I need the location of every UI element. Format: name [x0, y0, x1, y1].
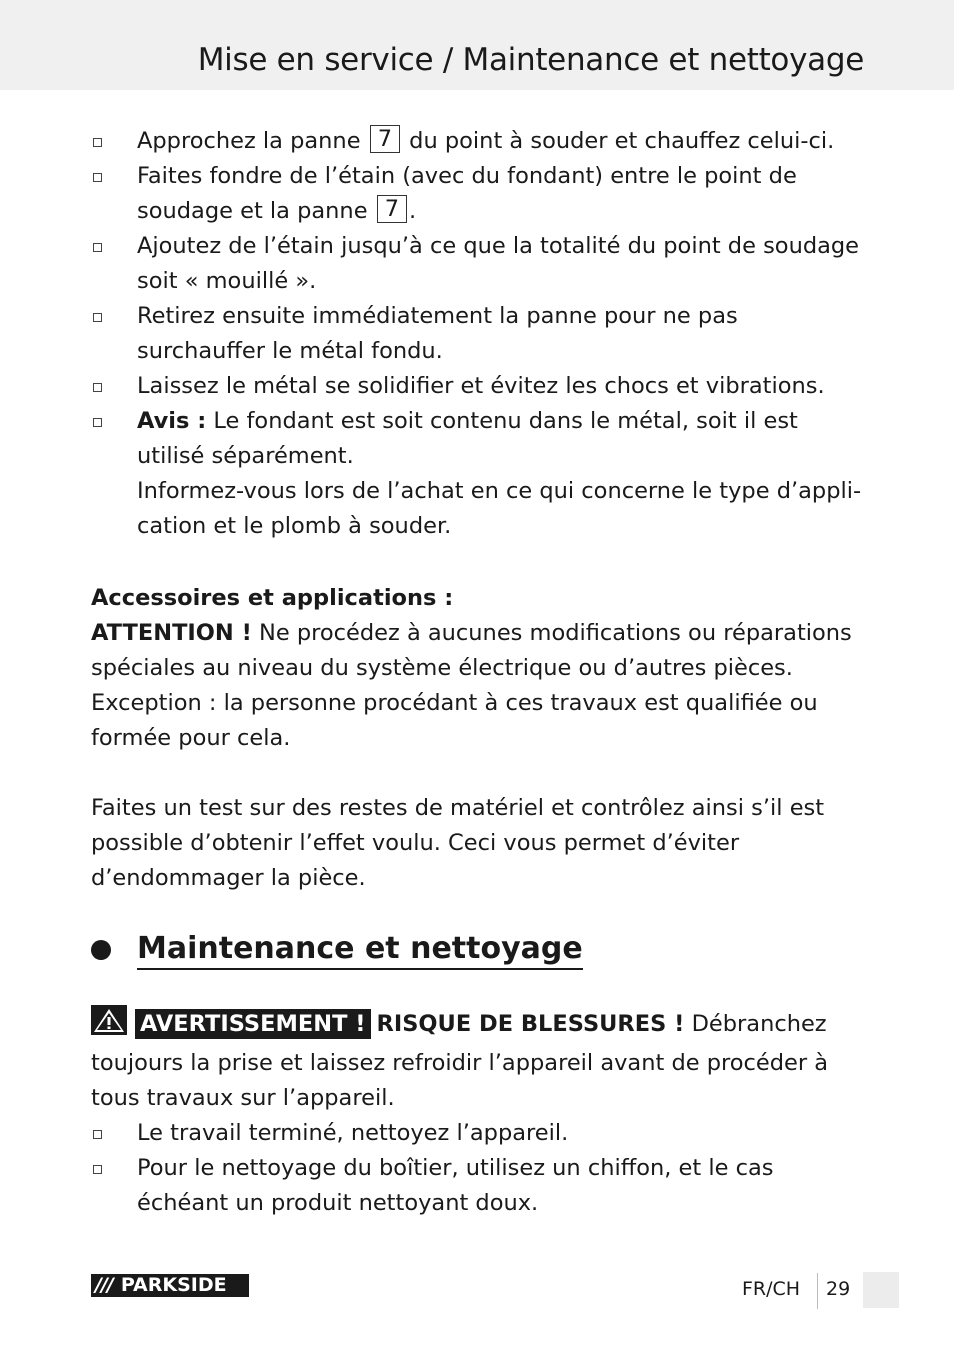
warning-triangle-icon: [91, 1005, 127, 1046]
notice-label: Avis :: [137, 408, 207, 434]
brand-logo: /// PARKSIDE: [91, 1274, 249, 1297]
bullet-square-icon: [93, 243, 102, 252]
maintenance-section: [91, 1005, 866, 1221]
warning-label: AVERTISSEMENT !: [135, 1009, 371, 1039]
language-code: FR/CH: [742, 1278, 801, 1300]
exception-text: Exception : la personne procédant à ces travaux est qualifiée ou formée pour cela.: [91, 690, 818, 751]
notice-text: Informez-vous lors de l’achat en ce qui concerne le type d’appli-cation et le plomb à souder.: [137, 478, 862, 539]
accessories-section: [91, 581, 866, 896]
list-item: Approchez la panne 7 du point à souder et chauffez celui-ci.: [91, 124, 866, 159]
list-item: Ajoutez de l’étain jusqu’à ce que la totalité du point de soudage soit « mouillé ».: [91, 229, 866, 299]
bullet-square-icon: [93, 313, 102, 322]
warning-paragraph: [91, 1005, 866, 1116]
bullet-square-icon: [93, 418, 102, 427]
maintenance-heading: [91, 930, 583, 970]
attention-text: Ne procédez à aucunes modifications ou réparations spéciales au niveau du système électrique ou d’autres pièces.: [91, 620, 852, 681]
part-ref: 7: [370, 125, 400, 153]
notice-item: Avis : Le fondant est soit contenu dans le métal, soit il est utilisé séparément. Informez-vous lors de l’achat en ce qui concerne le type d’appli-cation et le plomb à souder.: [91, 404, 866, 544]
list-item: Retirez ensuite immédiatement la panne pour ne pas surchauffer le métal fondu.: [91, 299, 866, 369]
list-item: Laissez le métal se solidifier et évitez les chocs et vibrations.: [91, 369, 866, 404]
page-number: 29: [826, 1278, 851, 1300]
bullet-square-icon: [93, 1130, 102, 1139]
footer-tab: [863, 1272, 899, 1308]
warning-text: Débranchez toujours la prise et laissez refroidir l’appareil avant de procéder à tous travaux sur l’appareil.: [91, 1011, 829, 1111]
bullet-square-icon: [93, 383, 102, 392]
list-item: Pour le nettoyage du boîtier, utilisez un chiffon, et le cas échéant un produit nettoyant doux.: [91, 1151, 866, 1221]
risk-label: RISQUE DE BLESSURES !: [376, 1011, 685, 1037]
accessories-heading: Accessoires et applications :: [91, 585, 454, 611]
bullet-square-icon: [93, 1165, 102, 1174]
logo-stripes-icon: ///: [95, 1274, 113, 1296]
list-item: Faites fondre de l’étain (avec du fondant) entre le point de soudage et la panne 7 .: [91, 159, 866, 229]
test-text: Faites un test sur des restes de matériel et contrôlez ainsi s’il est possible d’obtenir l’effet voulu. Ceci vous permet d’éviter d’endommager la pièce.: [91, 795, 825, 891]
part-ref: 7: [377, 195, 407, 223]
section-title: Maintenance et nettoyage: [137, 930, 583, 970]
list-item: Le travail terminé, nettoyez l’appareil.: [91, 1116, 866, 1151]
soldering-steps: [91, 124, 866, 544]
bullet-square-icon: [93, 173, 102, 182]
page-title: Mise en service / Maintenance et nettoyage: [197, 42, 864, 78]
footer-divider: [817, 1273, 818, 1309]
bullet-square-icon: [93, 138, 102, 147]
attention-label: ATTENTION !: [91, 620, 252, 646]
bullet-dot-icon: [91, 940, 111, 960]
